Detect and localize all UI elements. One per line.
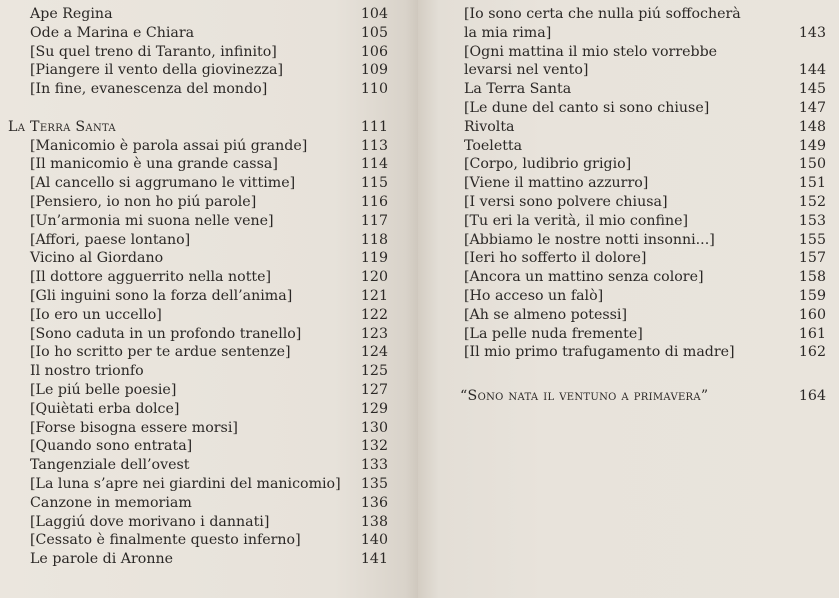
entry-page: 125 bbox=[360, 363, 388, 380]
entry-title: [Corpo, ludibrio grigio] bbox=[464, 156, 632, 173]
entry-title: [Ho acceso un falò] bbox=[464, 287, 604, 304]
entry-title: [Le dune del canto si sono chiuse] bbox=[464, 99, 710, 116]
toc-entry bbox=[0, 531, 400, 550]
entry-title: levarsi nel vento] bbox=[464, 62, 589, 79]
entry-title: [Quiètati erba dolce] bbox=[30, 400, 180, 417]
entry-title: [La pelle nuda fremente] bbox=[464, 325, 643, 342]
toc-entry bbox=[418, 193, 839, 212]
entry-page: 161 bbox=[798, 325, 826, 342]
entry-page: 114 bbox=[360, 156, 388, 173]
entry-title: [Il manicomio è una grande cassa] bbox=[30, 156, 278, 173]
toc-entry bbox=[0, 80, 400, 99]
toc-entry bbox=[0, 231, 400, 250]
entry-title: Ape Regina bbox=[30, 6, 113, 22]
entry-page: 153 bbox=[798, 212, 826, 229]
entry-title: [Ogni mattina il mio stelo vorrebbe bbox=[464, 43, 718, 60]
toc-entry bbox=[418, 80, 839, 99]
toc-entry bbox=[0, 155, 400, 174]
entry-title: Le parole di Aronne bbox=[30, 551, 174, 568]
toc-entry bbox=[418, 99, 839, 118]
entry-title: [Il mio primo trafugamento di madre] bbox=[464, 344, 735, 361]
toc-entry bbox=[0, 174, 400, 193]
entry-page: 148 bbox=[798, 118, 826, 135]
spacer bbox=[0, 99, 400, 118]
entry-title: Il nostro trionfo bbox=[30, 363, 144, 380]
entry-title: [Laggiú dove morivano i dannati] bbox=[30, 513, 270, 530]
entry-page: 160 bbox=[798, 306, 826, 323]
toc-entry bbox=[0, 381, 400, 400]
right-toc-list bbox=[418, 5, 839, 406]
entry-page: 115 bbox=[360, 175, 388, 192]
section-heading bbox=[418, 387, 839, 406]
entry-title: Canzone in memoriam bbox=[30, 494, 192, 511]
toc-entry bbox=[0, 137, 400, 156]
entry-page: 138 bbox=[360, 513, 388, 530]
toc-entry bbox=[418, 343, 839, 362]
section-heading bbox=[0, 118, 400, 137]
toc-entry bbox=[418, 155, 839, 174]
entry-page: 111 bbox=[360, 118, 388, 135]
entry-page: 109 bbox=[360, 62, 388, 79]
entry-title: [Al cancello si aggrumano le vittime] bbox=[30, 175, 296, 192]
entry-title: La Terra Santa bbox=[464, 81, 572, 98]
entry-title: [La luna s’apre nei giardini del manicomio] bbox=[30, 475, 341, 492]
entry-title: [Sono caduta in un profondo tranello] bbox=[30, 325, 302, 342]
toc-entry bbox=[418, 231, 839, 250]
entry-title: [Piangere il vento della giovinezza] bbox=[30, 62, 283, 79]
entry-page: 110 bbox=[360, 81, 388, 98]
entry-page: 157 bbox=[798, 250, 826, 267]
entry-page: 118 bbox=[360, 231, 388, 248]
toc-entry bbox=[418, 174, 839, 193]
toc-entry bbox=[0, 61, 400, 80]
toc-entry bbox=[0, 400, 400, 419]
toc-entry bbox=[0, 475, 400, 494]
entry-page: 105 bbox=[360, 24, 388, 41]
entry-page: 119 bbox=[360, 250, 388, 267]
toc-entry bbox=[0, 343, 400, 362]
entry-title: [Le piú belle poesie] bbox=[30, 381, 177, 398]
section-title: La Terra Santa bbox=[8, 118, 116, 135]
toc-entry bbox=[418, 287, 839, 306]
entry-page: 120 bbox=[360, 269, 388, 286]
entry-page: 117 bbox=[360, 212, 388, 229]
entry-page: 127 bbox=[360, 381, 388, 398]
entry-page: 132 bbox=[360, 438, 388, 455]
entry-title: Vicino al Giordano bbox=[30, 250, 164, 267]
toc-entry bbox=[0, 437, 400, 456]
toc-entry bbox=[0, 362, 400, 381]
entry-title: [Manicomio è parola assai piú grande] bbox=[30, 137, 308, 154]
toc-entry bbox=[418, 24, 839, 43]
entry-title: [Ah se almeno potessi] bbox=[464, 306, 628, 323]
toc-entry bbox=[0, 5, 400, 24]
entry-title: [Su quel treno di Taranto, infinito] bbox=[30, 43, 277, 60]
entry-page: 122 bbox=[360, 306, 388, 323]
entry-page: 106 bbox=[360, 43, 388, 60]
entry-title: Tangenziale dell’ovest bbox=[30, 457, 190, 474]
toc-entry bbox=[418, 137, 839, 156]
entry-title: [Forse bisogna essere morsi] bbox=[30, 419, 238, 436]
toc-entry bbox=[0, 193, 400, 212]
toc-entry bbox=[0, 306, 400, 325]
entry-page: 136 bbox=[360, 494, 388, 511]
entry-page: 133 bbox=[360, 457, 388, 474]
entry-page: 151 bbox=[798, 175, 826, 192]
entry-title: [Il dottore agguerrito nella notte] bbox=[30, 269, 272, 286]
entry-page: 158 bbox=[798, 269, 826, 286]
entry-title: la mia rima] bbox=[464, 24, 552, 41]
toc-entry bbox=[0, 456, 400, 475]
entry-title: Rivolta bbox=[464, 118, 515, 135]
entry-title: [Tu eri la verità, il mio confine] bbox=[464, 212, 689, 229]
toc-entry bbox=[418, 61, 839, 80]
spacer bbox=[418, 362, 839, 387]
toc-entry bbox=[0, 325, 400, 344]
entry-page: 124 bbox=[360, 344, 388, 361]
entry-title: [Affori, paese lontano] bbox=[30, 231, 191, 248]
entry-page: 104 bbox=[360, 6, 388, 22]
entry-page: 113 bbox=[360, 137, 388, 154]
entry-page: 123 bbox=[360, 325, 388, 342]
toc-entry bbox=[418, 43, 839, 62]
toc-entry bbox=[0, 249, 400, 268]
entry-title: [Cessato è finalmente questo inferno] bbox=[30, 532, 301, 549]
toc-entry bbox=[0, 550, 400, 569]
entry-title: [Io sono certa che nulla piú soffocherà bbox=[464, 6, 741, 22]
entry-title: [Abbiamo le nostre notti insonni...] bbox=[464, 231, 715, 248]
toc-entry bbox=[418, 212, 839, 231]
entry-page: 130 bbox=[360, 419, 388, 436]
toc-entry bbox=[418, 268, 839, 287]
entry-title: Ode a Marina e Chiara bbox=[30, 24, 195, 41]
toc-entry bbox=[418, 325, 839, 344]
toc-entry bbox=[418, 118, 839, 137]
entry-title: [Io ho scritto per te ardue sentenze] bbox=[30, 344, 291, 361]
entry-page: 116 bbox=[360, 193, 388, 210]
toc-entry bbox=[0, 494, 400, 513]
entry-page: 162 bbox=[798, 344, 826, 361]
entry-page: 152 bbox=[798, 193, 826, 210]
toc-entry bbox=[0, 43, 400, 62]
entry-title: [I versi sono polvere chiusa] bbox=[464, 193, 668, 210]
entry-page: 135 bbox=[360, 475, 388, 492]
entry-page: 121 bbox=[360, 287, 388, 304]
toc-entry bbox=[0, 268, 400, 287]
entry-page: 159 bbox=[798, 287, 826, 304]
toc-entry bbox=[0, 24, 400, 43]
entry-page: 129 bbox=[360, 400, 388, 417]
entry-page: 143 bbox=[798, 24, 826, 41]
entry-page: 149 bbox=[798, 137, 826, 154]
toc-entry bbox=[0, 419, 400, 438]
entry-page: 155 bbox=[798, 231, 826, 248]
entry-page: 144 bbox=[798, 62, 826, 79]
entry-title: [Viene il mattino azzurro] bbox=[464, 175, 649, 192]
entry-title: [Pensiero, io non ho piú parole] bbox=[30, 193, 257, 210]
toc-entry bbox=[0, 513, 400, 532]
entry-page: 147 bbox=[798, 99, 826, 116]
toc-entry bbox=[418, 306, 839, 325]
entry-page: 140 bbox=[360, 532, 388, 549]
toc-entry bbox=[418, 249, 839, 268]
right-page bbox=[418, 0, 839, 598]
toc-entry bbox=[418, 5, 839, 24]
left-toc-list bbox=[0, 5, 400, 569]
entry-title: [Io ero un uccello] bbox=[30, 306, 162, 323]
entry-page: 141 bbox=[360, 551, 388, 568]
entry-title: Toeletta bbox=[464, 137, 523, 154]
entry-page: 150 bbox=[798, 156, 826, 173]
toc-entry bbox=[0, 212, 400, 231]
entry-title: [Quando sono entrata] bbox=[30, 438, 193, 455]
entry-title: [In fine, evanescenza del mondo] bbox=[30, 81, 268, 98]
entry-page: 164 bbox=[798, 388, 826, 405]
entry-title: [Gli inguini sono la forza dell’anima] bbox=[30, 287, 293, 304]
entry-page: 145 bbox=[798, 81, 826, 98]
entry-title: [Ieri ho sofferto il dolore] bbox=[464, 250, 647, 267]
entry-title: [Ancora un mattino senza colore] bbox=[464, 269, 704, 286]
section-title: “Sono nata il ventuno a primavera” bbox=[460, 388, 709, 405]
toc-entry bbox=[0, 287, 400, 306]
left-page bbox=[0, 0, 418, 598]
entry-title: [Un’armonia mi suona nelle vene] bbox=[30, 212, 274, 229]
